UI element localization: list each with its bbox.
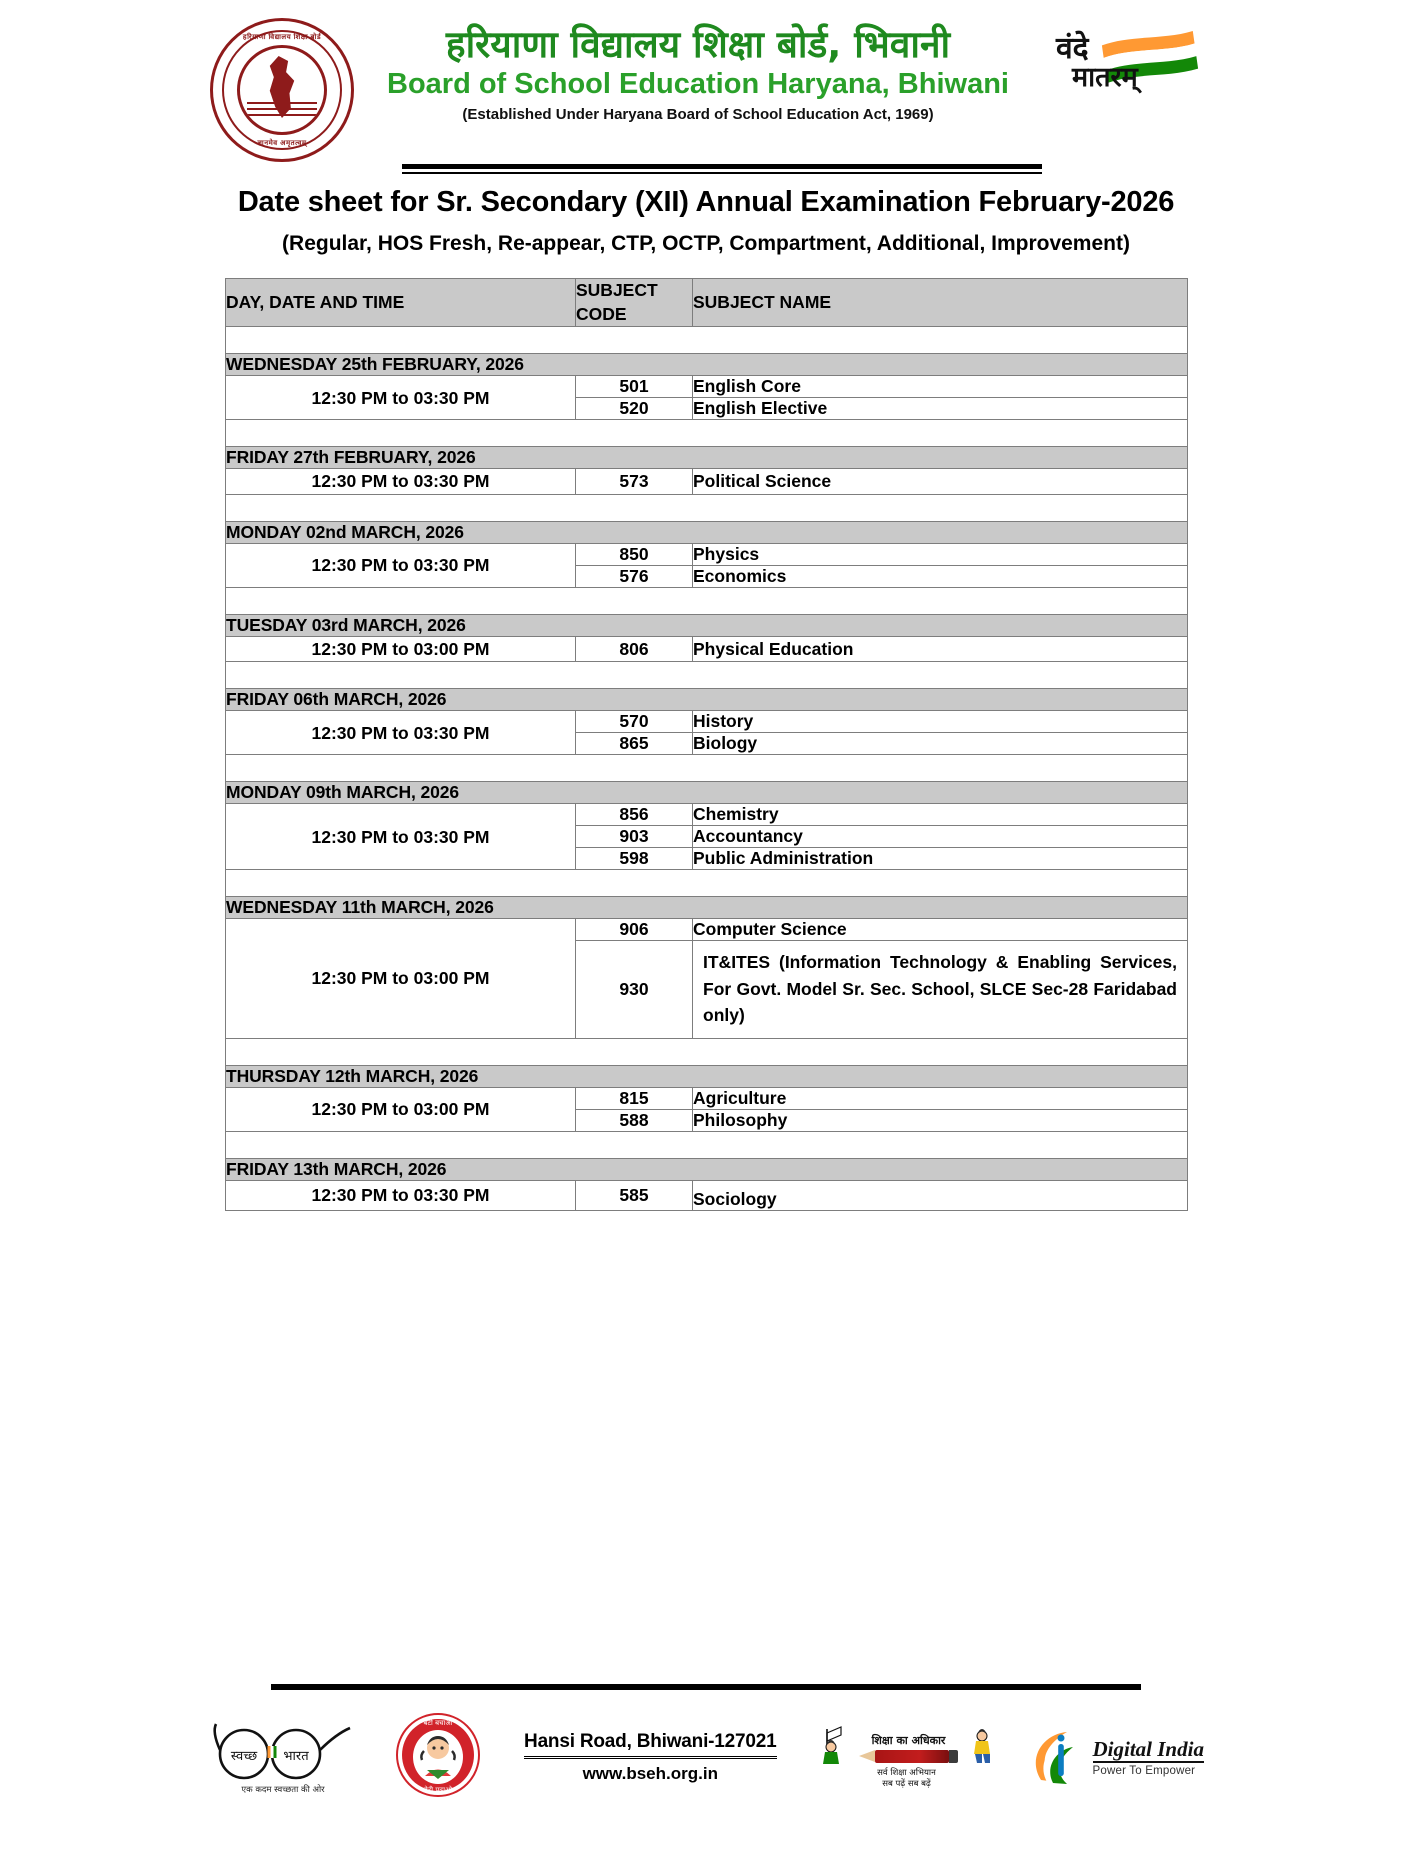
day-heading-label: WEDNESDAY 11th MARCH, 2026	[226, 897, 1188, 919]
digital-india-icon	[1031, 1730, 1085, 1786]
subject-code-cell: 930	[576, 941, 693, 1039]
table-row	[226, 804, 1188, 826]
exam-time-cell: 12:30 PM to 03:00 PM	[226, 919, 576, 1039]
column-header-subject-code-line1: SUBJECT	[576, 280, 658, 300]
day-heading-row	[226, 689, 1188, 711]
swachh-word: स्वच्छ	[230, 1749, 258, 1764]
day-heading-row	[226, 1066, 1188, 1088]
table-spacer-row	[226, 755, 1188, 782]
subject-name-cell: Biology	[693, 733, 1188, 755]
subject-code-cell: 598	[576, 848, 693, 870]
day-heading-label: THURSDAY 12th MARCH, 2026	[226, 1066, 1188, 1088]
subject-name-cell: Economics	[693, 565, 1188, 587]
column-header-subject-name: SUBJECT NAME	[693, 279, 1188, 327]
vande-mataram-emblem	[1042, 18, 1202, 138]
page-header	[0, 0, 1412, 168]
day-heading-label: FRIDAY 06th MARCH, 2026	[226, 689, 1188, 711]
day-heading-label: TUESDAY 03rd MARCH, 2026	[226, 614, 1188, 636]
footer-logo-strip	[0, 1712, 1412, 1803]
subject-code-cell: 865	[576, 733, 693, 755]
subject-name-cell: Sociology	[693, 1181, 1188, 1211]
day-heading-row	[226, 1159, 1188, 1181]
table-spacer-row	[226, 1039, 1188, 1066]
beti-top-text: बेटी बचाओ	[423, 1719, 453, 1727]
table-spacer-cell	[226, 494, 1188, 521]
table-spacer-cell	[226, 870, 1188, 897]
footer-divider-rule	[271, 1684, 1141, 1690]
table-spacer-cell	[226, 327, 1188, 354]
page-footer	[0, 1684, 1412, 1803]
page-subtitle: (Regular, HOS Fresh, Re-appear, CTP, OCTP, Compartment, Additional, Improvement)	[282, 232, 1130, 255]
table-spacer-row	[226, 662, 1188, 689]
girl-with-flag-icon	[817, 1725, 851, 1765]
table-spacer-cell	[226, 662, 1188, 689]
digital-india-logo	[1031, 1730, 1204, 1786]
subject-name-cell: Physical Education	[693, 636, 1188, 662]
board-name-hindi: हरियाणा विद्यालय शिक्षा बोर्ड, भिवानी	[445, 23, 951, 66]
subject-name-cell: Accountancy	[693, 826, 1188, 848]
subject-name-cell: Philosophy	[693, 1110, 1188, 1132]
exam-time-cell: 12:30 PM to 03:00 PM	[226, 636, 576, 662]
subject-code-cell: 570	[576, 711, 693, 733]
header-divider-rule	[402, 164, 1042, 174]
seal-inner-ring	[237, 45, 327, 135]
table-row	[226, 543, 1188, 565]
subject-code-cell: 588	[576, 1110, 693, 1132]
table-row	[226, 636, 1188, 662]
swachh-bharat-caption: एक कदम स्वच्छता की ओर	[241, 1785, 325, 1795]
footer-address: Hansi Road, Bhiwani-127021	[524, 1731, 776, 1759]
ssa-subtitle-1: सर्व शिक्षा अभियान	[877, 1768, 936, 1779]
table-spacer-row	[226, 420, 1188, 447]
column-header-subject-code	[576, 279, 693, 327]
table-row	[226, 711, 1188, 733]
subject-name-cell: History	[693, 711, 1188, 733]
sarva-shiksha-abhiyan-logo	[817, 1725, 997, 1789]
subject-code-cell: 520	[576, 398, 693, 420]
beti-bottom-text: बेटी पढ़ाओ	[423, 1786, 453, 1794]
day-heading-label: FRIDAY 27th FEBRUARY, 2026	[226, 447, 1188, 469]
bharat-word: भारत	[283, 1749, 309, 1764]
table-spacer-cell	[226, 587, 1188, 614]
vande-line-1: वंदे	[1056, 31, 1089, 66]
vande-line-2: मातरम्	[1072, 62, 1138, 93]
exam-time-cell: 12:30 PM to 03:30 PM	[226, 469, 576, 495]
table-spacer-cell	[226, 420, 1188, 447]
table-row	[226, 1181, 1188, 1211]
day-heading-row	[226, 897, 1188, 919]
boy-sitting-icon	[967, 1725, 997, 1765]
subject-name-cell: Political Science	[693, 469, 1188, 495]
subject-name-cell: Physics	[693, 543, 1188, 565]
subject-name-cell: IT&ITES (Information Technology & Enabling Services, For Govt. Model Sr. Sec. School, SLCE Sec-28 Faridabad only)	[693, 941, 1188, 1039]
subject-code-cell: 903	[576, 826, 693, 848]
digital-india-title: Digital India	[1092, 1737, 1204, 1762]
exam-time-cell: 12:30 PM to 03:30 PM	[226, 804, 576, 870]
day-heading-row	[226, 521, 1188, 543]
board-established-line: (Established Under Haryana Board of School Education Act, 1969)	[462, 106, 934, 124]
subject-code-cell: 501	[576, 376, 693, 398]
table-spacer-row	[226, 1132, 1188, 1159]
subject-code-cell: 856	[576, 804, 693, 826]
table-spacer-row	[226, 494, 1188, 521]
datesheet-table-container	[225, 278, 1187, 1211]
pencil-icon	[875, 1750, 949, 1763]
table-spacer-row	[226, 327, 1188, 354]
subject-code-cell: 573	[576, 469, 693, 495]
table-spacer-row	[226, 870, 1188, 897]
subject-name-cell: Computer Science	[693, 919, 1188, 941]
beti-bachao-icon	[395, 1712, 481, 1798]
table-header-row	[226, 279, 1188, 327]
beti-bachao-logo	[392, 1712, 484, 1803]
table-spacer-cell	[226, 1132, 1188, 1159]
day-heading-row	[226, 782, 1188, 804]
footer-website[interactable]: www.bseh.org.in	[582, 1764, 718, 1783]
subject-name-cell: Public Administration	[693, 848, 1188, 870]
subject-code-cell: 806	[576, 636, 693, 662]
footer-address-block	[518, 1731, 782, 1784]
table-row	[226, 919, 1188, 941]
subject-code-cell: 576	[576, 565, 693, 587]
subject-code-cell: 906	[576, 919, 693, 941]
spectacles-icon	[208, 1720, 358, 1782]
subject-name-cell: Agriculture	[693, 1088, 1188, 1110]
subject-name-cell: English Core	[693, 376, 1188, 398]
subject-code-cell: 850	[576, 543, 693, 565]
exam-time-cell: 12:30 PM to 03:30 PM	[226, 376, 576, 420]
day-heading-label: WEDNESDAY 25th FEBRUARY, 2026	[226, 354, 1188, 376]
vande-mataram-text	[1056, 31, 1138, 93]
table-spacer-cell	[226, 755, 1188, 782]
day-heading-row	[226, 614, 1188, 636]
day-heading-label: FRIDAY 13th MARCH, 2026	[226, 1159, 1188, 1181]
exam-time-cell: 12:30 PM to 03:30 PM	[226, 543, 576, 587]
ssa-title: शिक्षा का अधिकार	[871, 1734, 946, 1748]
subject-name-cell: English Elective	[693, 398, 1188, 420]
exam-time-cell: 12:30 PM to 03:30 PM	[226, 711, 576, 755]
seal-lines-decor	[247, 102, 318, 118]
digital-india-tagline: Power To Empower	[1092, 1764, 1196, 1777]
table-spacer-row	[226, 587, 1188, 614]
datesheet-table-body	[226, 279, 1188, 1211]
day-heading-row	[226, 354, 1188, 376]
swachh-bharat-logo	[208, 1720, 358, 1795]
board-name-english: Board of School Education Haryana, Bhiwani	[387, 67, 1009, 100]
seal-arc-top-text: हरियाणा विद्यालय शिक्षा बोर्ड	[242, 34, 322, 41]
exam-time-cell: 12:30 PM to 03:30 PM	[226, 1181, 576, 1211]
subject-code-cell: 815	[576, 1088, 693, 1110]
day-heading-label: MONDAY 02nd MARCH, 2026	[226, 521, 1188, 543]
day-heading-label: MONDAY 09th MARCH, 2026	[226, 782, 1188, 804]
board-name-block	[368, 18, 1028, 123]
datesheet-table	[225, 278, 1188, 1211]
ssa-subtitle-2: सब पढ़ें सब बढ़ें	[882, 1779, 931, 1789]
page-title: Date sheet for Sr. Secondary (XII) Annual Examination February-2026	[237, 186, 1175, 218]
subject-code-cell: 585	[576, 1181, 693, 1211]
table-row	[226, 469, 1188, 495]
table-spacer-cell	[226, 1039, 1188, 1066]
column-header-day-date-time: DAY, DATE AND TIME	[226, 279, 576, 327]
column-header-subject-code-line2: CODE	[576, 303, 627, 324]
bseh-seal-logo	[210, 18, 354, 162]
exam-time-cell: 12:30 PM to 03:00 PM	[226, 1088, 576, 1132]
table-row	[226, 376, 1188, 398]
day-heading-row	[226, 447, 1188, 469]
table-row	[226, 1088, 1188, 1110]
subject-name-cell: Chemistry	[693, 804, 1188, 826]
seal-arc-bottom-text: ज्ञानमेव अमृतत्वम्	[257, 140, 307, 147]
